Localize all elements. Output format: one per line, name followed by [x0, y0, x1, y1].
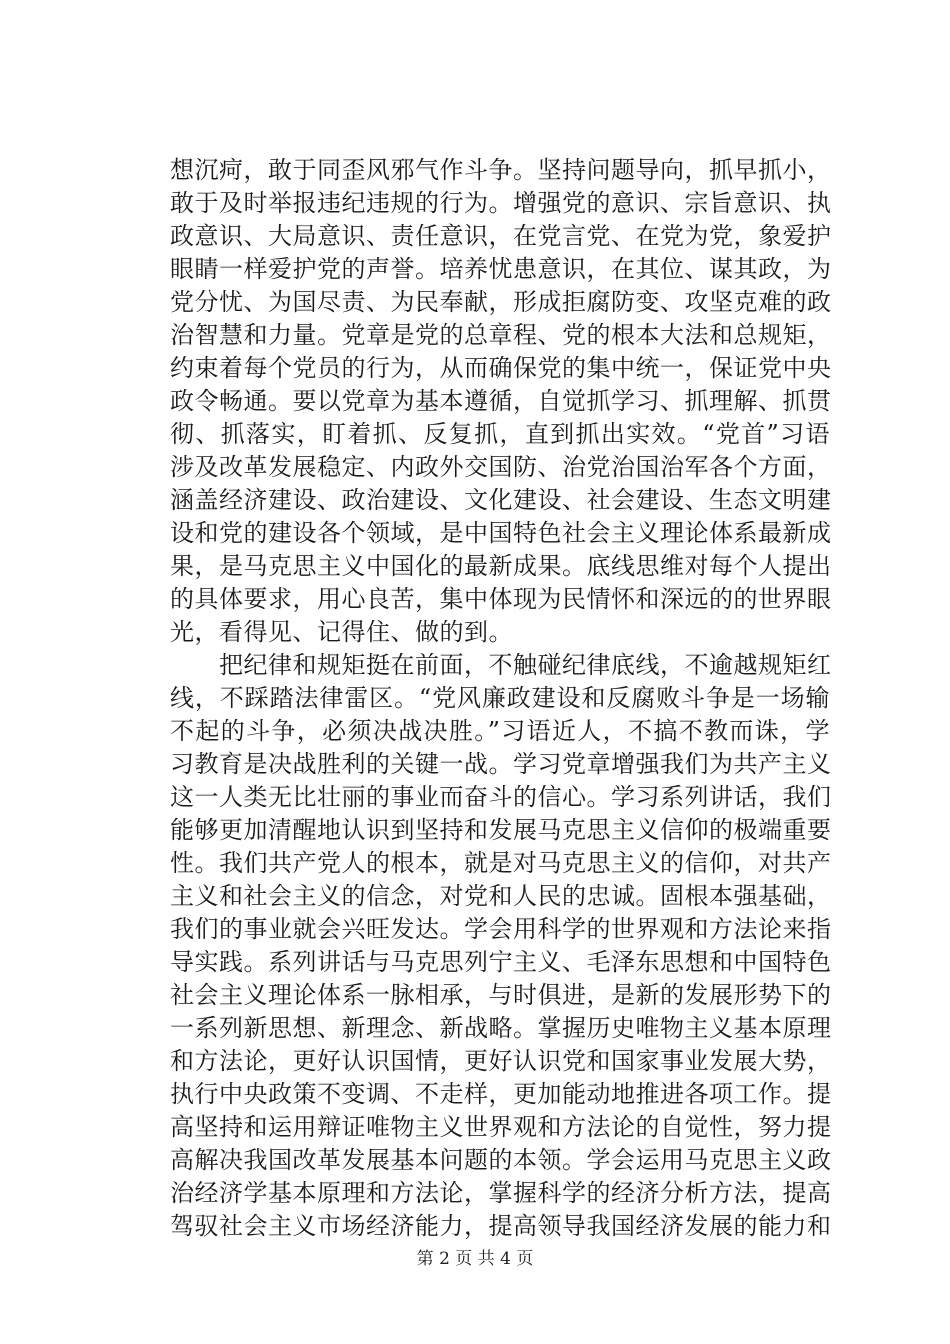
text-line: 高解决我国改革发展基本问题的本领。学会运用马克思主义政 [170, 1146, 832, 1174]
text-line: 社会主义理论体系一脉相承，与时俱进，是新的发展形势下的 [170, 981, 832, 1009]
text-line: 这一人类无比壮丽的事业而奋斗的信心。学习系列讲话，我们 [170, 783, 832, 811]
text-line: 治智慧和力量。党章是党的总章程、党的根本大法和总规矩， [170, 321, 832, 349]
text-line: 眼睛一样爱护党的声誉。培养忧患意识，在其位、谋其政，为 [170, 255, 832, 283]
text-line: 能够更加清醒地认识到坚持和发展马克思主义信仰的极端重要 [170, 816, 832, 844]
text-line: 导实践。系列讲话与马克思列宁主义、毛泽东思想和中国特色 [170, 948, 832, 976]
text-line: 高坚持和运用辩证唯物主义世界观和方法论的自觉性，努力提 [170, 1113, 832, 1141]
text-line: 驾驭社会主义市场经济能力，提高领导我国经济发展的能力和 [170, 1212, 832, 1240]
text-line: 想沉疴，敢于同歪风邪气作斗争。坚持问题导向，抓早抓小， [170, 156, 832, 184]
text-line: 习教育是决战胜利的关键一战。学习党章增强我们为共产主义 [170, 750, 832, 778]
text-line: 敢于及时举报违纪违规的行为。增强党的意识、宗旨意识、执 [170, 189, 832, 217]
text-line: 约束着每个党员的行为，从而确保党的集中统一，保证党中央 [170, 354, 832, 382]
text-line: 我们的事业就会兴旺发达。学会用科学的世界观和方法论来指 [170, 915, 832, 943]
text-line: 执行中央政策不变调、不走样，更加能动地推进各项工作。提 [170, 1080, 832, 1108]
text-line-paragraph-start: 把纪律和规矩挺在前面，不触碰纪律底线，不逾越规矩红 [170, 651, 832, 679]
text-line: 的具体要求，用心良苦，集中体现为民情怀和深远的的世界眼 [170, 585, 832, 613]
document-body [170, 154, 830, 1243]
text-line: 涵盖经济建设、政治建设、文化建设、社会建设、生态文明建 [170, 486, 832, 514]
text-line: 政令畅通。要以党章为基本遵循，自觉抓学习、抓理解、抓贯 [170, 387, 832, 415]
text-line: 不起的斗争，必须决战决胜。”习语近人，不搞不教而诛，学 [170, 717, 830, 745]
text-line: 治经济学基本原理和方法论，掌握科学的经济分析方法，提高 [170, 1179, 832, 1207]
page-number-footer: 第 2 页 共 4 页 [416, 1249, 534, 1269]
text-line: 党分忧、为国尽责、为民奉献，形成拒腐防变、攻坚克难的政 [170, 288, 832, 316]
text-line: 和方法论，更好认识国情，更好认识党和国家事业发展大势， [170, 1047, 832, 1075]
text-line-paragraph-end: 光，看得见、记得住、做的到。 [170, 618, 513, 646]
text-line: 政意识、大局意识、责任意识，在党言党、在党为党，象爱护 [170, 222, 832, 250]
text-line: 性。我们共产党人的根本，就是对马克思主义的信仰，对共产 [170, 849, 832, 877]
text-line: 果，是马克思主义中国化的最新成果。底线思维对每个人提出 [170, 552, 832, 580]
text-line: 涉及改革发展稳定、内政外交国防、治党治国治军各个方面， [170, 453, 832, 481]
text-line: 彻、抓落实，盯着抓、反复抓，直到抓出实效。“党首”习语 [170, 420, 830, 448]
text-line: 一系列新思想、新理念、新战略。掌握历史唯物主义基本原理 [170, 1014, 832, 1042]
text-line: 设和党的建设各个领域，是中国特色社会主义理论体系最新成 [170, 519, 832, 547]
text-line: 线，不踩踏法律雷区。“党风廉政建设和反腐败斗争是一场输 [170, 684, 830, 712]
text-line: 主义和社会主义的信念，对党和人民的忠诚。固根本强基础， [170, 882, 832, 910]
